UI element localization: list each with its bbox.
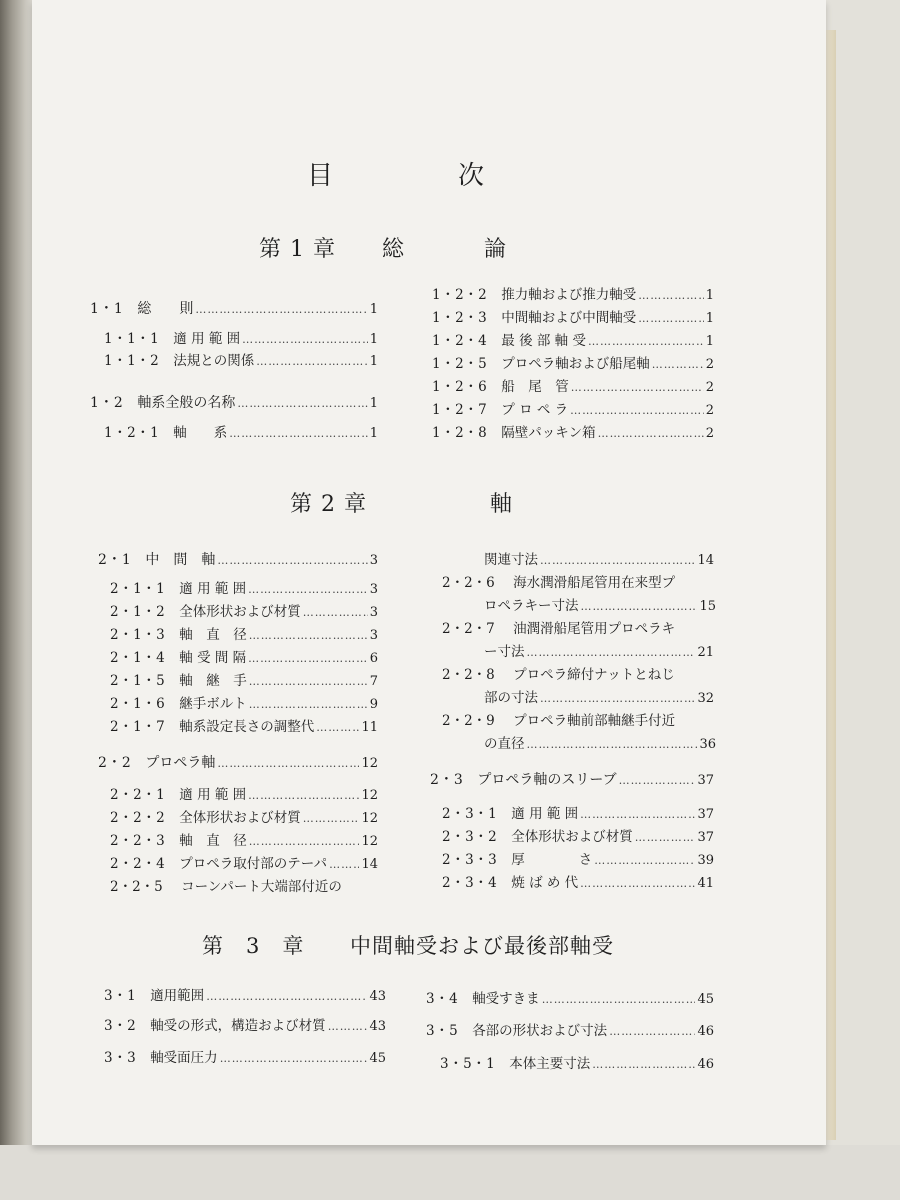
entry-page: 1 [369, 426, 378, 441]
entry-page: 1 [369, 354, 378, 369]
entry-title: 部の寸法 [484, 690, 538, 706]
book-spine-shadow [0, 0, 34, 1200]
leader-dots [570, 400, 704, 422]
toc-entry[interactable] [442, 826, 714, 848]
entry-title: 本体主要寸法 [509, 1056, 591, 1072]
leader-dots [527, 642, 696, 664]
entry-number: 1・2・8 [432, 425, 488, 441]
leader-dots [619, 770, 696, 792]
entry-page: 37 [697, 807, 714, 822]
leader-dots [249, 625, 368, 647]
title-char-2: 次 [458, 161, 485, 191]
leader-dots [248, 648, 368, 670]
toc-entry[interactable] [442, 641, 714, 663]
page-title [32, 155, 826, 195]
toc-entry[interactable] [98, 549, 378, 571]
entry-title: 総 則 [137, 301, 194, 317]
leader-dots [527, 734, 698, 756]
toc-entry[interactable] [442, 849, 714, 871]
toc-entry[interactable] [110, 784, 378, 806]
entry-page: 1 [705, 311, 714, 326]
entry-title: 油潤滑船尾管用プロペラキ [513, 621, 676, 637]
toc-entry[interactable] [90, 298, 378, 320]
leader-dots [248, 579, 368, 601]
entry-title: 軸 系 [173, 425, 228, 441]
entry-title: 全体形状および材質 [179, 604, 301, 620]
entry-page: 2 [705, 426, 714, 441]
entry-page: 36 [699, 737, 716, 752]
entry-number: 1・2 [90, 395, 124, 411]
entry-number: 2・2・8 [442, 667, 495, 683]
chapter-3-number: 第 3 章 [202, 934, 305, 958]
entry-page: 12 [361, 834, 378, 849]
chapter-2-number: 第 2 章 [290, 492, 367, 517]
title-char-1: 目 [307, 161, 334, 191]
entry-title: 軸 受 間 隔 [179, 650, 247, 666]
leader-dots [256, 351, 367, 373]
entry-title: 継手ボルト [179, 696, 247, 712]
entry-title: 焼 ば め 代 [511, 875, 579, 891]
entry-number: 2・2 [98, 755, 132, 771]
leader-dots [638, 308, 703, 330]
toc-entry[interactable] [442, 687, 714, 709]
toc-entry[interactable] [442, 664, 675, 686]
toc-entry[interactable] [104, 1047, 386, 1069]
entry-title: 各部の形状および寸法 [472, 1023, 608, 1039]
entry-number: 2・2・2 [110, 810, 166, 826]
entry-page: 12 [361, 811, 378, 826]
leader-dots [581, 596, 698, 618]
table-surface [0, 1145, 900, 1200]
entry-page: 43 [369, 989, 386, 1004]
entry-title: 適 用 範 囲 [173, 331, 241, 347]
toc-entry[interactable] [110, 647, 378, 669]
entry-title: プロペラ軸のスリーブ [477, 772, 617, 788]
entry-page: 1 [369, 396, 378, 411]
chapter-3-heading [32, 930, 826, 960]
leader-dots [328, 1016, 368, 1038]
leader-dots [594, 850, 695, 872]
toc-entry[interactable] [432, 376, 714, 398]
toc-entry[interactable] [442, 572, 675, 594]
entry-number: 1・2・4 [432, 333, 488, 349]
entry-number: 3・3 [104, 1050, 137, 1066]
entry-title: 全体形状および材質 [511, 829, 633, 845]
page-edge [826, 30, 836, 1140]
entry-number: 3・5・1 [440, 1056, 496, 1072]
toc-entry[interactable] [110, 601, 378, 623]
entry-number: 2・1・7 [110, 719, 166, 735]
entry-title: 隔壁パッキン箱 [501, 425, 596, 441]
entry-page: 1 [705, 334, 714, 349]
entry-page: 1 [369, 332, 378, 347]
entry-page: 45 [369, 1051, 386, 1066]
entry-title: 推力軸および推力軸受 [501, 287, 637, 303]
toc-entry[interactable] [442, 733, 716, 755]
leader-dots [303, 602, 368, 624]
leader-dots [303, 808, 360, 830]
entry-number: 2・2・6 [442, 575, 495, 591]
toc-entry[interactable] [432, 422, 714, 444]
leader-dots [217, 550, 367, 572]
entry-number: 2・3・4 [442, 875, 498, 891]
entry-title: ロペラキー寸法 [484, 598, 579, 614]
entry-title: 全体形状および材質 [179, 810, 301, 826]
entry-title: 軸系全般の名称 [137, 395, 236, 411]
entry-number: 1・1・1 [104, 331, 160, 347]
toc-entry[interactable] [442, 549, 714, 571]
leader-dots [237, 393, 367, 415]
leader-dots [588, 331, 704, 353]
entry-title: プロペラ軸前部軸継手付近 [513, 713, 676, 729]
entry-title: 船 尾 管 [501, 379, 569, 395]
toc-entry[interactable] [90, 392, 378, 414]
entry-page: 3 [369, 553, 378, 568]
entry-number: 3・5 [426, 1023, 459, 1039]
entry-number: 3・2 [104, 1018, 137, 1034]
entry-title: 適 用 範 囲 [179, 787, 247, 803]
chapter-2-heading [32, 487, 826, 517]
entry-title: 軸受の形式，構造および材質 [150, 1018, 326, 1034]
toc-entry[interactable] [426, 1020, 714, 1042]
entry-number: 3・4 [426, 991, 459, 1007]
entry-number: 1・2・6 [432, 379, 488, 395]
entry-number: 2・2・1 [110, 787, 166, 803]
leader-dots [316, 717, 359, 739]
entry-page: 45 [697, 992, 714, 1007]
entry-page: 2 [705, 357, 714, 372]
entry-title: プロペラ軸 [145, 755, 216, 771]
chapter-1-heading [32, 232, 826, 262]
entry-number: 2・3・2 [442, 829, 498, 845]
leader-dots [249, 831, 360, 853]
toc-entry[interactable] [432, 284, 714, 306]
entry-page: 46 [697, 1057, 714, 1072]
entry-title: 中間軸および中間軸受 [501, 310, 637, 326]
entry-title: の直径 [484, 736, 525, 752]
entry-number: 1・2・7 [432, 402, 488, 418]
entry-page: 37 [697, 773, 714, 788]
leader-dots [592, 1054, 695, 1076]
entry-number: 2・2・5 [110, 879, 163, 895]
entry-title: プロペラ締付ナットとねじ [513, 667, 675, 683]
entry-number: 3・1 [104, 988, 137, 1004]
toc-entry[interactable] [110, 853, 378, 875]
entry-page: 2 [705, 403, 714, 418]
leader-dots [249, 671, 368, 693]
toc-entry[interactable] [440, 1053, 714, 1075]
entry-page: 6 [369, 651, 378, 666]
leader-dots [580, 873, 695, 895]
leader-dots [571, 377, 704, 399]
toc-entry[interactable] [110, 624, 378, 646]
entry-page: 46 [697, 1024, 714, 1039]
entry-title: 軸受すきま [472, 991, 540, 1007]
toc-entry[interactable] [104, 350, 378, 372]
entry-number: 1・2・2 [432, 287, 488, 303]
leader-dots [652, 354, 704, 376]
entry-page: 14 [361, 857, 378, 872]
toc-entry[interactable] [432, 330, 714, 352]
toc-page [32, 0, 826, 1145]
entry-page: 7 [369, 674, 378, 689]
chapter-1-title-b: 論 [484, 237, 508, 262]
toc-entry[interactable] [110, 693, 378, 715]
toc-entry[interactable] [426, 988, 714, 1010]
toc-entry[interactable] [104, 985, 386, 1007]
entry-page: 12 [361, 788, 378, 803]
chapter-1-number: 第 1 章 [259, 237, 336, 262]
entry-title: 軸系設定長さの調整代 [179, 719, 315, 735]
toc-entry[interactable] [98, 752, 378, 774]
entry-page: 21 [697, 645, 714, 660]
toc-entry[interactable] [110, 807, 378, 829]
leader-dots [217, 753, 359, 775]
entry-number: 2・1・5 [110, 673, 166, 689]
leader-dots [609, 1021, 695, 1043]
toc-entry[interactable] [110, 876, 342, 898]
toc-entry[interactable] [104, 328, 378, 350]
entry-page: 2 [705, 380, 714, 395]
entry-title: 適 用 範 囲 [511, 806, 579, 822]
entry-title: 海水潤滑船尾管用在来型プ [513, 575, 676, 591]
entry-title: 中 間 軸 [145, 552, 216, 568]
entry-title: 適 用 範 囲 [179, 581, 247, 597]
entry-number: 2・1・2 [110, 604, 166, 620]
entry-number: 2・2・7 [442, 621, 495, 637]
entry-number: 2・2・3 [110, 833, 166, 849]
entry-number: 2・2・9 [442, 713, 495, 729]
leader-dots [242, 329, 368, 351]
entry-title: 関連寸法 [484, 552, 538, 568]
leader-dots [248, 785, 359, 807]
toc-entry[interactable] [432, 307, 714, 329]
leader-dots [540, 550, 695, 572]
entry-page: 15 [699, 599, 716, 614]
entry-title: 厚 さ [511, 852, 593, 868]
entry-title: 軸 継 手 [179, 673, 247, 689]
entry-title: 軸 直 径 [179, 627, 247, 643]
leader-dots [329, 854, 359, 876]
entry-number: 2・2・4 [110, 856, 166, 872]
leader-dots [229, 423, 367, 445]
entry-number: 1・2・3 [432, 310, 488, 326]
leader-dots [540, 688, 695, 710]
entry-title: 最 後 部 軸 受 [501, 333, 586, 349]
chapter-1-title-a: 総 [382, 237, 406, 262]
entry-title: コーンパート大端部付近の [181, 879, 342, 895]
leader-dots [635, 827, 696, 849]
toc-entry[interactable] [442, 803, 714, 825]
entry-number: 2・1・1 [110, 581, 166, 597]
entry-page: 11 [361, 720, 378, 735]
toc-entry[interactable] [442, 618, 675, 640]
entry-number: 2・1・3 [110, 627, 166, 643]
entry-page: 3 [369, 582, 378, 597]
entry-page: 14 [697, 553, 714, 568]
entry-number: 2・3・1 [442, 806, 498, 822]
chapter-3-title: 中間軸受および最後部軸受 [350, 934, 614, 958]
leader-dots [542, 989, 696, 1011]
entry-title: プロペラ軸および船尾軸 [501, 356, 650, 372]
toc-entry[interactable] [442, 872, 714, 894]
toc-entry[interactable] [104, 422, 378, 444]
leader-dots [195, 299, 367, 321]
entry-page: 3 [369, 628, 378, 643]
entry-number: 1・2・1 [104, 425, 160, 441]
toc-entry[interactable] [110, 670, 378, 692]
entry-number: 2・1・6 [110, 696, 166, 712]
entry-page: 1 [369, 302, 378, 317]
entry-title: プロペラ取付部のテーパ [179, 856, 328, 872]
chapter-2-title: 軸 [490, 492, 514, 517]
toc-entry[interactable] [442, 710, 675, 732]
toc-entry[interactable] [430, 769, 714, 791]
leader-dots [220, 1048, 368, 1070]
entry-page: 1 [705, 288, 714, 303]
toc-entry[interactable] [432, 399, 714, 421]
entry-title: プ ロ ペ ラ [501, 402, 569, 418]
leader-dots [249, 694, 368, 716]
entry-title: 適用範囲 [150, 988, 205, 1004]
entry-number: 1・1・2 [104, 353, 160, 369]
entry-page: 39 [697, 853, 714, 868]
toc-entry[interactable] [432, 353, 714, 375]
entry-number: 2・3・3 [442, 852, 498, 868]
entry-page: 41 [697, 876, 714, 891]
entry-page: 37 [697, 830, 714, 845]
toc-entry[interactable] [110, 830, 378, 852]
entry-title: ー寸法 [484, 644, 525, 660]
toc-entry[interactable] [110, 578, 378, 600]
leader-dots [598, 423, 704, 445]
toc-entry[interactable] [110, 716, 378, 738]
toc-entry[interactable] [442, 595, 716, 617]
entry-page: 43 [369, 1019, 386, 1034]
entry-number: 1・1 [90, 301, 124, 317]
entry-title: 軸受面圧力 [150, 1050, 218, 1066]
leader-dots [638, 285, 703, 307]
leader-dots [206, 986, 367, 1008]
entry-number: 2・3 [430, 772, 464, 788]
toc-entry[interactable] [104, 1015, 386, 1037]
entry-title: 法規との関係 [173, 353, 255, 369]
entry-page: 9 [369, 697, 378, 712]
entry-page: 12 [361, 756, 378, 771]
entry-number: 2・1・4 [110, 650, 166, 666]
entry-number: 1・2・5 [432, 356, 488, 372]
entry-page: 3 [369, 605, 378, 620]
leader-dots [580, 804, 695, 826]
entry-number: 2・1 [98, 552, 132, 568]
entry-title: 軸 直 径 [179, 833, 247, 849]
entry-page: 32 [697, 691, 714, 706]
